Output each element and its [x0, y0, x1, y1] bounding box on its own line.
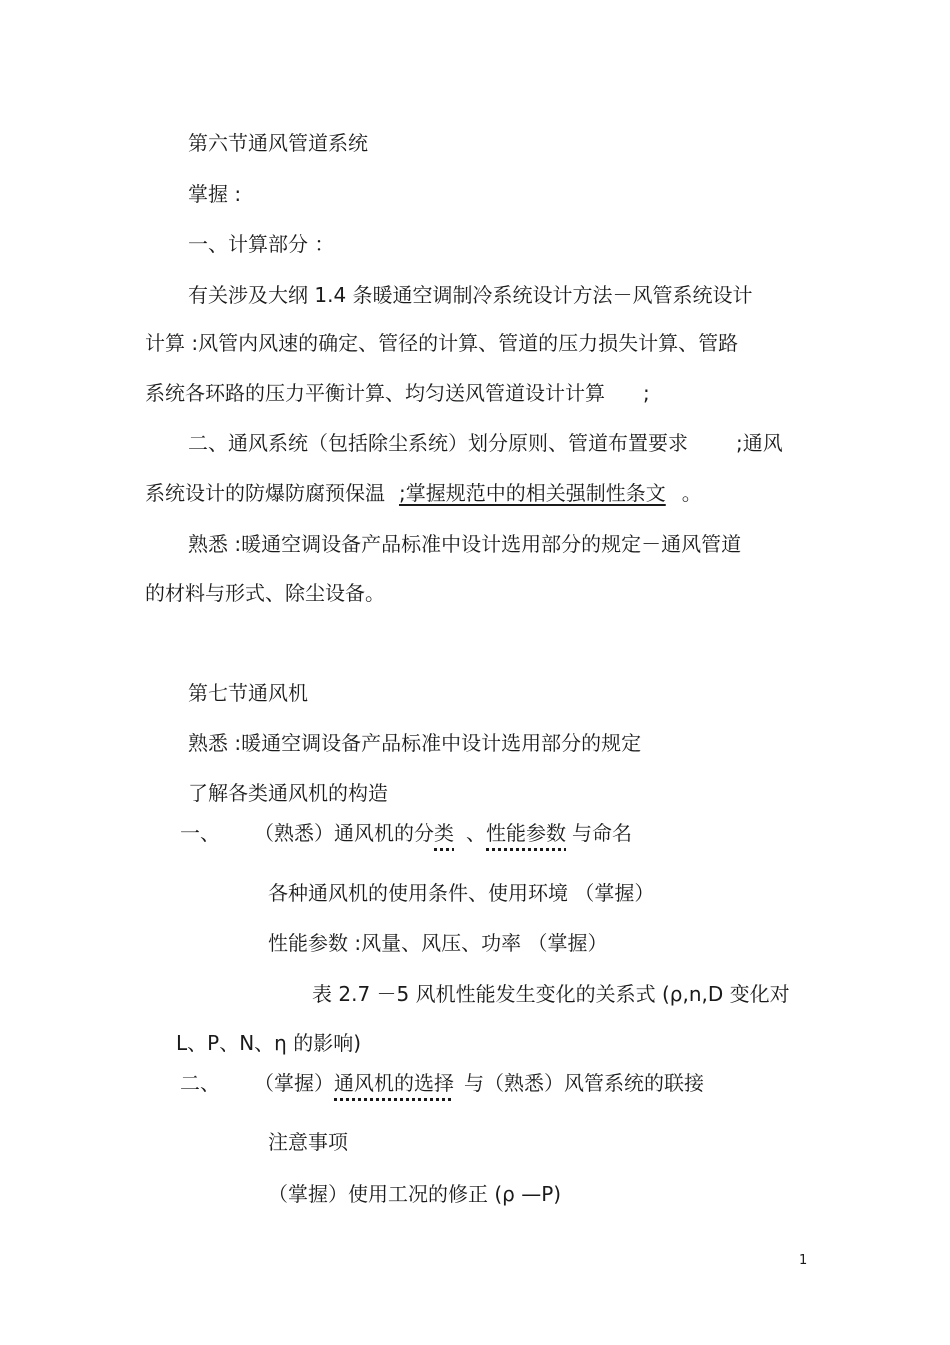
para2-line2-end: 。: [681, 481, 702, 505]
para1-line3-end: ;: [643, 381, 650, 405]
master-label: 掌握 :: [188, 182, 242, 206]
para1-line2: 计算 :风管内风速的确定、管径的计算、管道的压力损失计算、管路: [145, 331, 739, 355]
item1-number: 一、: [180, 821, 220, 845]
item1-sub3-line2: L、P、N、η 的影响): [176, 1031, 361, 1055]
para1-line3: [145, 379, 650, 407]
item2-number: 二、: [180, 1071, 220, 1095]
item1-classification-marked: 类: [434, 821, 454, 845]
item2-line: [254, 1069, 704, 1097]
item1-sub1: 各种通风机的使用条件、使用环境 （掌握）: [268, 881, 655, 905]
item1-sep: 、: [466, 821, 486, 845]
item2-connection: 与（熟悉）风管系统的联接: [464, 1071, 704, 1095]
item1-params-marked: 性能参数: [486, 821, 566, 845]
familiar-line1: 熟悉 :暖通空调设备产品标准中设计选用部分的规定－通风管道: [188, 532, 742, 556]
page-number: 1: [799, 1253, 808, 1268]
para2-line2-underlined: [399, 481, 682, 505]
para2-line1-text: 二、通风系统（包括除尘系统）划分原则、管道布置要求: [188, 431, 688, 455]
para1-line3-text: 系统各环路的压力平衡计算、均匀送风管道设计计算: [145, 381, 605, 405]
section6-title: 第六节通风管道系统: [188, 131, 368, 155]
para2-line1-end: ;通风: [736, 431, 783, 455]
para2-line2-text: 系统设计的防爆防腐预保温: [145, 481, 385, 505]
item2-text-a: （掌握）: [254, 1071, 334, 1095]
para2-line1: [188, 429, 783, 457]
calc-heading: 一、计算部分 ：: [188, 232, 335, 256]
para2-line2-mandatory: ;掌握规范中的相关强制性条文: [399, 481, 666, 505]
item2-sub2: （掌握）使用工况的修正 (ρ —P): [268, 1182, 562, 1206]
item1-sub3-line1: 表 2.7 －5 风机性能发生变化的关系式 (ρ,n,D 变化对: [312, 982, 790, 1006]
item2-sub1: 注意事项: [268, 1130, 348, 1154]
item1-sub2: 性能参数 :风量、风压、功率 （掌握）: [268, 931, 608, 955]
item2-selection-marked: 通风机的选择: [334, 1071, 454, 1095]
section7-familiar: 熟悉 :暖通空调设备产品标准中设计选用部分的规定: [188, 731, 642, 755]
item1-line: [254, 819, 632, 847]
item1-text-a: （熟悉）通风机的分: [254, 821, 434, 845]
para2-line2: [145, 479, 702, 507]
para1-line1: 有关涉及大纲 1.4 条暖通空调制冷系统设计方法－风管系统设计: [188, 283, 753, 307]
section7-know: 了解各类通风机的构造: [188, 781, 388, 805]
section7-title: 第七节通风机: [188, 681, 308, 705]
item1-naming: 与命名: [572, 821, 632, 845]
familiar-line2: 的材料与形式、除尘设备。: [145, 581, 385, 605]
